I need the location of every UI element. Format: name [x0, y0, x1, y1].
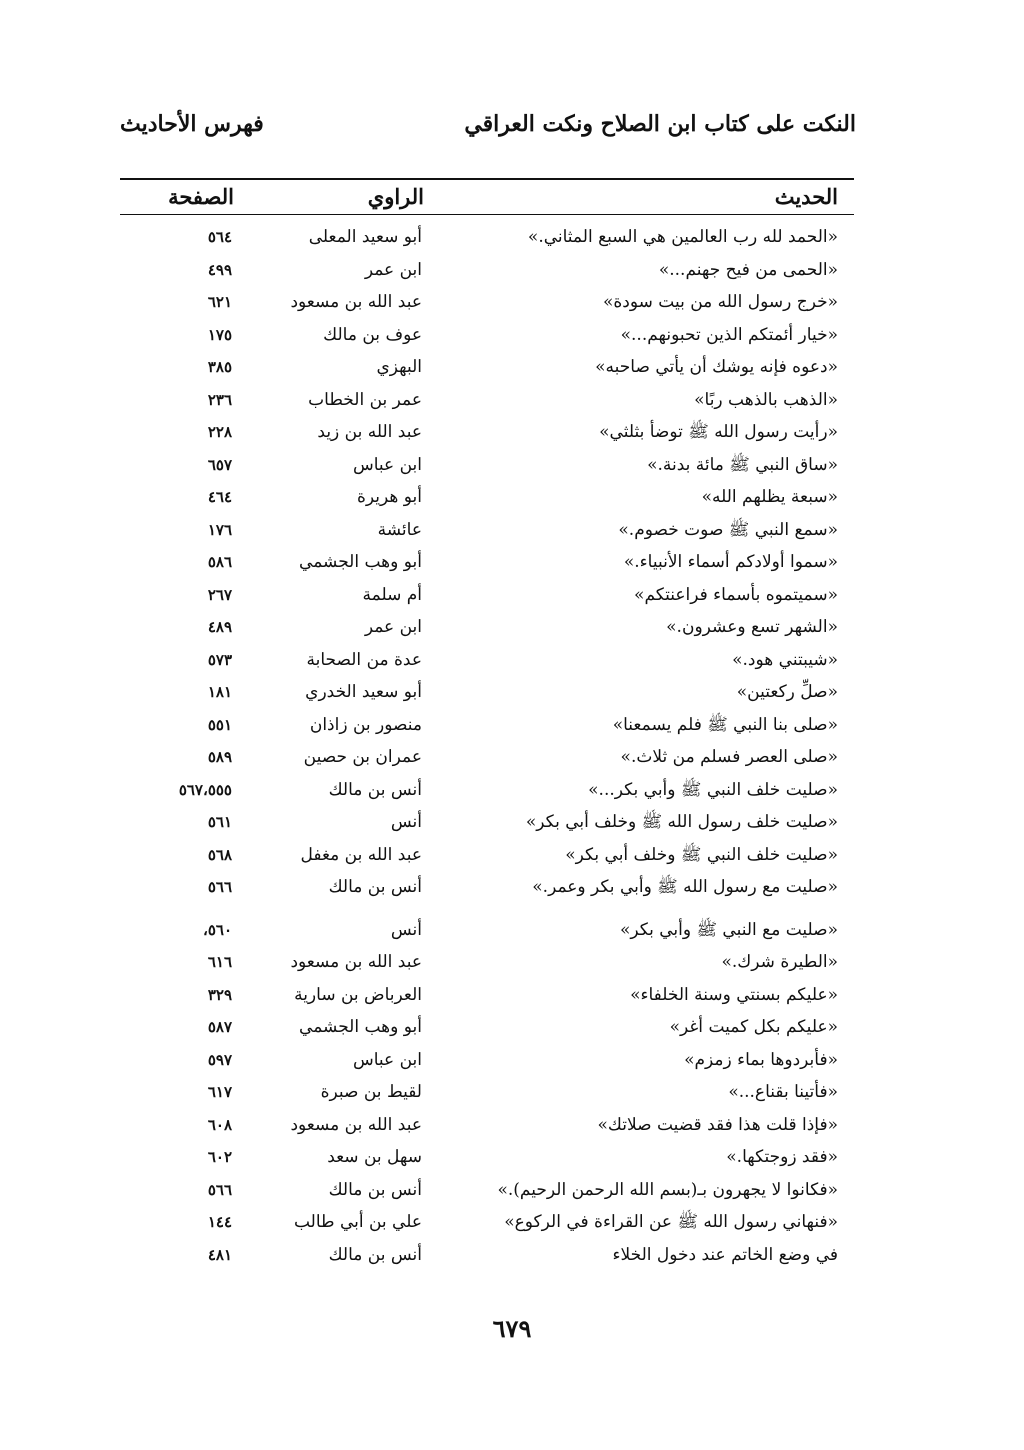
page-number-footer: ٦٧٩ — [492, 1314, 532, 1343]
page-number: ٦١٦ — [207, 953, 232, 971]
narrator-name: أنس بن مالك — [328, 877, 422, 897]
narrator-name: أبو وهب الجشمي — [299, 1017, 422, 1037]
narrator-name: عدة من الصحابة — [306, 649, 422, 670]
page-number: ١٨١ — [207, 683, 232, 701]
hadith-text: «صلِّ ركعتين» — [736, 682, 838, 702]
page-number: ٥٦٦ — [207, 878, 232, 896]
table-row — [120, 980, 854, 1013]
hadith-text: «فنهاني رسول الله ﷺ عن القراءة في الركوع» — [504, 1212, 838, 1232]
page-number: ٤٩٩ — [207, 260, 232, 279]
hadith-text: «صليت خلف رسول الله ﷺ وخلف أبي بكر» — [525, 812, 838, 832]
table-row — [120, 775, 854, 808]
hadith-text: «صليت مع النبي ﷺ وأبي بكر» — [619, 919, 838, 940]
page-number: ٥٦٧،٥٥٥ — [178, 780, 232, 799]
page-number: ٥٦٤ — [207, 228, 232, 246]
table-row — [120, 255, 854, 288]
column-heading-narrator: الراوي — [367, 184, 424, 209]
page-number: ٥٩٧ — [207, 1050, 232, 1069]
narrator-name: أم سلمة — [362, 584, 422, 605]
book-title: النكت على كتاب ابن الصلاح ونكت العراقي — [464, 111, 856, 137]
table-row — [120, 807, 854, 840]
table-row — [120, 222, 854, 255]
page-number: ٥٦٦ — [207, 1180, 232, 1199]
narrator-name: العرباض بن سارية — [294, 984, 422, 1005]
table-row — [120, 710, 854, 743]
narrator-name: أبو وهب الجشمي — [299, 552, 422, 572]
hadith-text: «رأيت رسول الله ﷺ توضأ بثلثي» — [599, 422, 838, 442]
hadith-text: «خرج رسول الله من بيت سودة» — [602, 292, 838, 312]
page-number: ١٧٥ — [207, 325, 232, 344]
table-row — [120, 915, 854, 948]
hadith-text: «فقد زوجتكها.» — [726, 1147, 838, 1167]
hadith-text: «الشهر تسع وعشرون.» — [666, 617, 838, 637]
table-row — [120, 547, 854, 580]
page-number: ٣٨٥ — [207, 358, 232, 376]
column-headings — [120, 180, 854, 214]
page-number: ٥٨٩ — [207, 748, 232, 766]
hadith-text: «فإذا قلت هذا فقد قضيت صلاتك» — [597, 1114, 838, 1135]
page-number: ٥٦٨ — [207, 845, 232, 864]
hadith-text: في وضع الخاتم عند دخول الخلاء — [612, 1244, 838, 1265]
page-number: ١٧٦ — [207, 520, 232, 539]
narrator-name: سهل بن سعد — [327, 1147, 422, 1167]
table-row — [120, 352, 854, 385]
page-number: ٥٥١ — [207, 715, 232, 734]
table-row — [120, 1240, 854, 1273]
table-row — [120, 677, 854, 710]
table-row — [120, 580, 854, 613]
column-heading-page: الصفحة — [168, 184, 234, 209]
page-number: ٤٨٩ — [207, 618, 232, 636]
hadith-text: «الحمى من فيح جهنم...» — [658, 259, 838, 280]
narrator-name: علي بن أبي طالب — [293, 1212, 422, 1232]
narrator-name: ابن عمر — [364, 259, 422, 280]
table-row — [120, 947, 854, 980]
table-row — [120, 450, 854, 483]
hadith-text: «ساق النبي ﷺ مائة بدنة.» — [647, 454, 838, 475]
narrator-name: أنس بن مالك — [328, 1244, 422, 1265]
hadith-index-table — [120, 222, 854, 1272]
page-number: ٢٢٨ — [207, 423, 232, 441]
hadith-text: «صليت خلف النبي ﷺ وخلف أبي بكر» — [565, 844, 838, 865]
table-row — [120, 320, 854, 353]
hadith-text: «فكانوا لا يجهرون بـ(بسم الله الرحمن الرحيم).» — [497, 1179, 838, 1200]
hadith-text: «سموا أولادكم أسماء الأنبياء.» — [623, 552, 838, 572]
hadith-text: «سميتموه بأسماء فراعنتكم» — [634, 584, 838, 605]
table-row — [120, 1110, 854, 1143]
narrator-name: ابن عباس — [352, 1049, 422, 1070]
hadith-text: «شيبتني هود.» — [732, 649, 838, 670]
page-number: ٥٨٦ — [207, 553, 232, 571]
narrator-name: أنس — [390, 812, 422, 832]
hadith-text: «فأتينا بقناع...» — [728, 1082, 838, 1102]
table-row — [120, 482, 854, 515]
page-number: ٢٦٧ — [207, 585, 232, 604]
narrator-name: أنس بن مالك — [328, 1179, 422, 1200]
hadith-text: «الحمد لله رب العالمين هي السبع المثاني.» — [527, 227, 838, 247]
hadith-text: «الطيرة شرك.» — [721, 952, 838, 972]
table-row — [120, 1012, 854, 1045]
narrator-name: منصور بن زاذان — [309, 714, 422, 735]
hadith-text: «الذهب بالذهب ربًا» — [694, 389, 838, 410]
hadith-text: «عليكم بكل كميت أغر» — [669, 1017, 838, 1037]
hadith-text: «سبعة يظلهم الله» — [701, 487, 838, 507]
hadith-text: «صلى بنا النبي ﷺ فلم يسمعنا» — [612, 714, 838, 735]
table-row — [120, 1045, 854, 1078]
table-row — [120, 385, 854, 418]
table-row — [120, 1142, 854, 1175]
narrator-name: أبو سعيد الخدري — [305, 682, 422, 702]
heading-rule — [120, 214, 854, 215]
table-row — [120, 1077, 854, 1110]
narrator-name: لقيط بن صبرة — [320, 1082, 422, 1102]
page-number: ٦٠٢ — [207, 1148, 232, 1166]
table-row — [120, 515, 854, 548]
table-row — [120, 1175, 854, 1208]
narrator-name: أنس — [390, 919, 422, 940]
hadith-text: «سمع النبي ﷺ صوت خصوم.» — [618, 519, 838, 540]
page-number: ٥٦١ — [207, 813, 232, 831]
page-number: ٦٢١ — [207, 293, 232, 311]
narrator-name: عمر بن الخطاب — [308, 389, 422, 410]
narrator-name: ابن عمر — [364, 617, 422, 637]
table-row — [120, 872, 854, 905]
running-header — [120, 104, 856, 144]
page-number: ٤٦٤ — [207, 488, 232, 506]
page-number: ١٤٤ — [207, 1213, 232, 1231]
page-number: ٥٨٧ — [207, 1018, 232, 1036]
narrator-name: أبو سعيد المعلى — [308, 227, 422, 247]
section-title: فهرس الأحاديث — [120, 111, 264, 137]
narrator-name: عمران بن حصين — [303, 747, 422, 767]
narrator-name: أبو هريرة — [356, 487, 422, 507]
table-row — [120, 742, 854, 775]
narrator-name: عوف بن مالك — [323, 324, 422, 345]
page-number: ٦١٧ — [207, 1083, 232, 1101]
narrator-name: عبد الله بن زيد — [317, 422, 422, 442]
hadith-text: «صليت مع رسول الله ﷺ وأبي بكر وعمر.» — [532, 877, 838, 897]
narrator-name: البهزي — [376, 357, 422, 377]
page-number: ٢٣٦ — [207, 390, 232, 409]
hadith-text: «عليكم بسنتي وسنة الخلفاء» — [630, 984, 838, 1005]
page-number: ٣٢٩ — [207, 985, 232, 1004]
narrator-name: عبد الله بن مسعود — [290, 952, 422, 972]
column-heading-hadith: الحديث — [774, 184, 838, 209]
table-row — [120, 612, 854, 645]
page-number: ٥٧٣ — [207, 650, 232, 669]
narrator-name: ابن عباس — [352, 454, 422, 475]
table-row — [120, 645, 854, 678]
narrator-name: عبد الله بن مغفل — [300, 844, 422, 865]
hadith-text: «دعوه فإنه يوشك أن يأتي صاحبه» — [595, 357, 838, 377]
table-row — [120, 417, 854, 450]
narrator-name: أنس بن مالك — [328, 779, 422, 800]
hadith-text: «فأبردوها بماء زمزم» — [684, 1049, 838, 1070]
hadith-text: «صليت خلف النبي ﷺ وأبي بكر...» — [588, 779, 838, 800]
table-row — [120, 840, 854, 873]
narrator-name: عبد الله بن مسعود — [290, 292, 422, 312]
hadith-text: «صلى العصر فسلم من ثلاث.» — [620, 747, 838, 767]
hadith-text: «خيار أئمتكم الذين تحبونهم...» — [620, 324, 838, 345]
table-row — [120, 1207, 854, 1240]
narrator-name: عائشة — [377, 519, 422, 540]
page-number: ٦٠٨ — [207, 1115, 232, 1134]
page-number: ٥٦٠، — [202, 920, 232, 939]
narrator-name: عبد الله بن مسعود — [290, 1114, 422, 1135]
page-number: ٦٥٧ — [207, 455, 232, 474]
page-number: ٤٨١ — [207, 1245, 232, 1264]
table-row — [120, 287, 854, 320]
